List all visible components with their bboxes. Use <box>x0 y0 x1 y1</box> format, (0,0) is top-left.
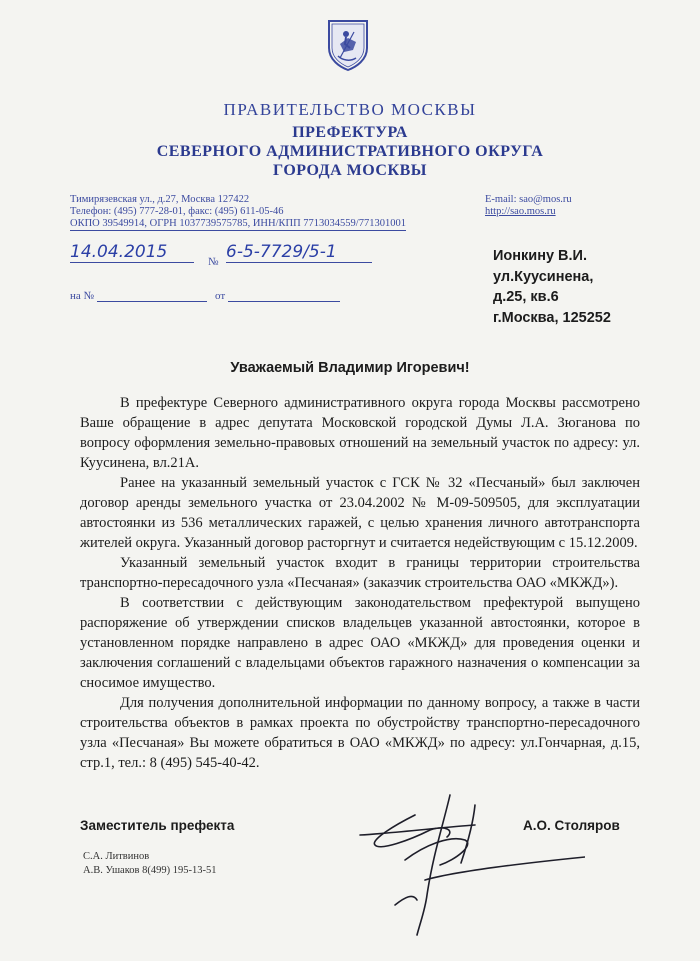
signer-name: А.О. Столяров <box>523 818 620 833</box>
signer-title: Заместитель префекта <box>80 818 235 833</box>
phone-fax: Телефон: (495) 777-28-01, факс: (495) 611-05-46 <box>70 206 284 217</box>
paragraph: Ранее на указанный земельный участок с ГСК № 32 «Песчаный» был заключен договор аренды земельного участка от 23.04.2002 № М-09-509505, для эксплуатации автостоянки из 536 металлических гаражей, с целью хранения личного автотранспорта жителей округа. Указанный договор расторгнут и считается недействующим с 15.12.2009. <box>80 475 640 551</box>
paragraph: В префектуре Северного административного округа города Москвы рассмотрено Ваше обращение в адрес депутата Московской городской Думы Л.А. Зюганова по вопросу оформления земельно-правовых отношений на земельный участок по адресу: ул. Куусинена, вл.21А. <box>80 395 640 471</box>
paragraph: Для получения дополнительной информации по данному вопросу, а также в части строительства объектов в рамках проекта по обустройству транспортно-пересадочного узла «Песчаная» Вы можете обратиться в ОАО «МКЖД» по адресу: ул.Гончарная, д.15, стр.1, тел.: 8 (495) 545-40-42. <box>80 695 640 771</box>
executor: С.А. Литвинов <box>83 851 150 862</box>
addressee-city: г.Москва, 125252 <box>493 309 611 326</box>
paragraph: В соответствии с действующим законодательством префектурой выпущено распоряжение об утверждении списков владельцев указанной автостоянки, которое в установленном порядке направлено в адрес ОАО «МКЖД» для проведения оценки и заключения соглашений с владельцами объектов гаражного назначения о компенсации за сносимое имущество. <box>80 595 640 691</box>
addressee-house: д.25, кв.6 <box>493 289 559 305</box>
prefecture-title-line-3: ГОРОДА МОСКВЫ <box>273 162 427 179</box>
registration-date: 14.04.2015 <box>70 242 194 263</box>
prefecture-title-line-2: СЕВЕРНОГО АДМИНИСТРАТИВНОГО ОКРУГА <box>156 143 544 160</box>
ref-date-blank <box>228 291 340 302</box>
online-contacts <box>485 194 572 218</box>
prefecture-title-line-1: ПРЕФЕКТУРА <box>292 124 408 141</box>
contact-block <box>70 194 406 231</box>
postal-address: Тимирязевская ул., д.27, Москва 127422 <box>70 194 250 205</box>
government-title: ПРАВИТЕЛЬСТВО МОСКВЫ <box>223 100 477 119</box>
reference-line <box>70 290 340 302</box>
addressee-block <box>493 246 611 328</box>
number-label: № <box>208 256 219 268</box>
handwritten-signature <box>355 785 585 945</box>
salutation: Уважаемый Владимир Игоревич! <box>230 360 470 376</box>
executors-block <box>83 850 216 878</box>
moscow-coat-of-arms-icon <box>326 18 370 72</box>
addressee-street: ул.Куусинена, <box>493 268 594 285</box>
email[interactable]: E-mail: sao@mos.ru <box>485 194 572 205</box>
registration-codes: ОКПО 39549914, ОГРН 1037739575785, ИНН/КПП 7713034559/771301001 <box>70 218 406 229</box>
letter-body <box>80 393 640 773</box>
addressee-name: Ионкину В.И. <box>493 248 588 264</box>
ref-from-label: от <box>215 290 226 302</box>
website-link[interactable]: http://sao.mos.ru <box>485 206 556 217</box>
executor: А.В. Ушаков 8(499) 195-13-51 <box>83 865 217 876</box>
ref-number-label: на № <box>70 290 95 302</box>
registration-number: 6-5-7729/5-1 <box>226 242 372 263</box>
paragraph: Указанный земельный участок входит в границы территории строительства транспортно-пересадочного узла «Песчаная» (заказчик строительства ОАО «МКЖД»). <box>80 555 640 591</box>
ref-number-blank <box>97 291 207 302</box>
